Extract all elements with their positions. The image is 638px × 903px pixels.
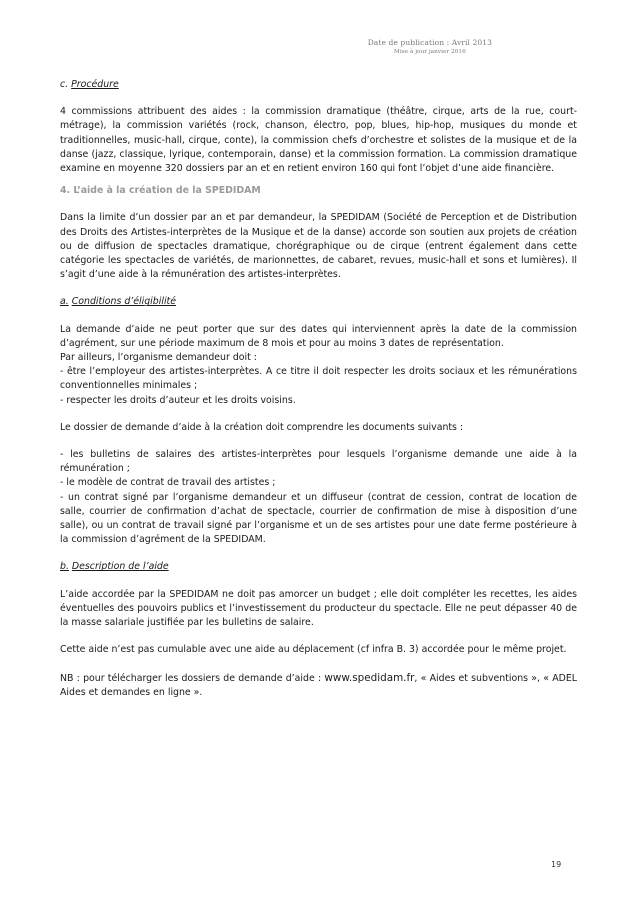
page-header [368, 38, 492, 55]
conditions-line: La demande d’aide ne peut porter que sur des dates qui interviennent après la date de la commission d’agrément, sur une période maximum de 8 mois et pour au moins 3 dates de représentation. [60, 323, 577, 349]
conditions-letter: a. [60, 296, 69, 308]
description-title: Description de l’aide [71, 561, 169, 573]
procedure-letter: c. [60, 79, 69, 90]
document-item: - un contrat signé par l’organisme demandeur et un diffuseur (contrat de cession, contrat de location de salle, courrier de confirmation d’achat de spectacle, courrier de confirmation de mise à disposition d’une salle), ou un contrat de travail signé par l’organisme et un de ses artistes pour une date ferme postérieure à la commission d’agrément de la SPEDIDAM. [60, 491, 577, 546]
spedidam-section-heading: 4. L’aide à la création de la SPEDIDAM [60, 185, 261, 197]
page-number: 19 [551, 860, 562, 869]
update-date: Mise à jour janvier 2016 [393, 49, 466, 55]
description-heading [60, 560, 577, 574]
conditions-line: - être l’employeur des artistes-interprètes. A ce titre il doit respecter les droits sociaux et les rémunérations conventionnelles minimales ; [60, 366, 577, 392]
publication-date: Date de publication : Avril 2013 [367, 38, 492, 47]
nb-paragraph [60, 671, 577, 700]
conditions-heading [60, 295, 577, 309]
description-paragraph: L’aide accordée par la SPEDIDAM ne doit pas amorcer un budget ; elle doit compléter les recettes, les aides éventuelles des pouvoirs publics et l’investissement du producteur du spectacle. Elle ne peut dépasser 40 de la masse salariale justifiée par les bulletins de salaire. [60, 588, 577, 629]
conditions-line: - respecter les droits d’auteur et les droits voisins. [60, 394, 296, 406]
conditions-title: Conditions d’éligibilité [71, 296, 176, 308]
spedidam-link[interactable]: www.spedidam.fr [324, 671, 415, 684]
document-item: - le modèle de contrat de travail des artistes ; [60, 477, 276, 489]
description-letter: b. [60, 561, 69, 573]
nb-prefix: NB : pour télécharger les dossiers de demande d’aide : [60, 672, 325, 684]
nb-suffix: , « Aides et subventions », « ADEL Aides et demandes en ligne ». [60, 672, 577, 698]
procedure-heading [60, 78, 577, 92]
procedure-paragraph: 4 commissions attribuent des aides : la commission dramatique (théâtre, cirque, arts de la rue, court-métrage), la commission variétés (rock, chanson, électro, pop, blues, hip-hop, musiques du monde et traditionnelles, music-hall, cirque, conte), la commission chefs d’orchestre et solistes de la musique et de la danse (jazz, classique, lyrique, contemporain, danse) et la commission formation. La commission dramatique examine en moyenne 320 dossiers par an et en retient environ 160 qui font l’objet d’une aide financière. [60, 106, 577, 175]
document-body [60, 78, 577, 700]
spedidam-paragraph: Dans la limite d’un dossier par an et par demandeur, la SPEDIDAM (Société de Perception et de Distribution des Droits des Artistes-interprètes de la Musique et de la danse) accorde son soutien aux projets de création ou de diffusion de spectacles dramatique, chorégraphique ou de cirque (entrent également dans cette catégorie les spectacles de variétés, de marionnettes, de cabaret, revues, music-hall et sons et lumières). Il s’agit d’une aide à la rémunération des artistes-interprètes. [60, 212, 577, 281]
conditions-line: Par ailleurs, l’organisme demandeur doit : [60, 352, 257, 364]
description-paragraph: Cette aide n’est pas cumulable avec une aide au déplacement (cf infra B. 3) accordée pour le même projet. [60, 644, 567, 656]
dossier-intro: Le dossier de demande d’aide à la création doit comprendre les documents suivants : [60, 421, 464, 433]
procedure-title: Procédure [71, 79, 119, 90]
document-item: - les bulletins de salaires des artistes-interprètes pour lesquels l’organisme demande une aide à la rémunération ; [60, 449, 577, 475]
